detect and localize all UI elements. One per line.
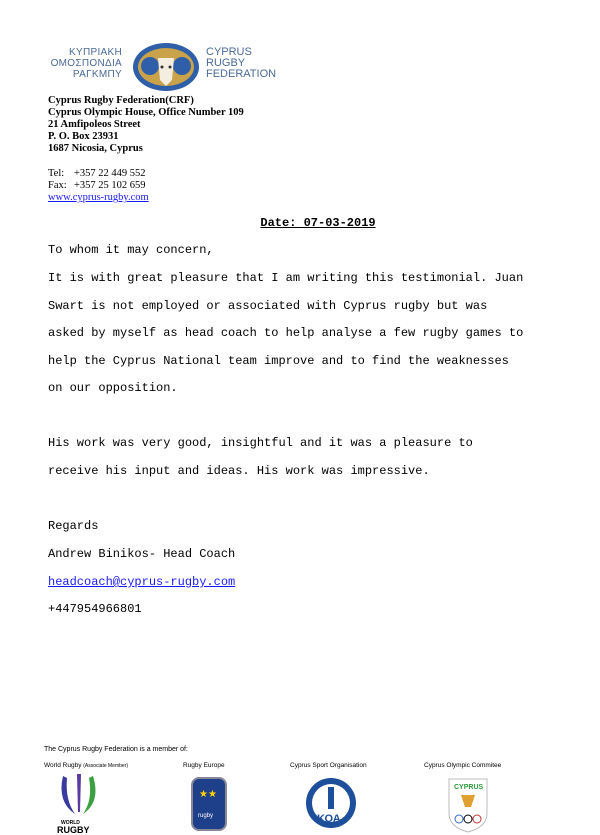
logo-english-text [206, 47, 276, 80]
logo-line: ΟΜΟΣΠΟΝΔΙΑ [50, 58, 122, 69]
org-cyprus-sport: Cyprus Sport Organisation [290, 762, 367, 769]
member-text: The Cyprus Rugby Federation is a member of: [44, 746, 188, 753]
text-line: help the Cyprus National team improve and to find the weaknesses [48, 353, 509, 368]
email-link[interactable]: headcoach@cyprus-rugby.com [48, 575, 236, 589]
logo-line: FEDERATION [206, 68, 277, 80]
text-line: on our opposition. [48, 381, 178, 396]
signature: Andrew Binikos- Head Coach [48, 547, 236, 561]
org-note: (Associate Member) [83, 763, 128, 769]
fax-value: +357 25 102 659 [74, 180, 146, 191]
salutation: To whom it may concern, [48, 243, 214, 257]
svg-text:ΚΟΑ: ΚΟΑ [317, 813, 341, 825]
address-line: 21 Amfipoleos Street [48, 119, 141, 130]
fax-label: Fax: [48, 180, 67, 191]
svg-text:RUGBY: RUGBY [57, 825, 90, 835]
text-line: His work was very good, insightful and it was a pleasure to [48, 436, 473, 450]
address-line: P. O. Box 23931 [48, 131, 119, 142]
logo-greek-text [48, 47, 122, 80]
org-world-rugby [44, 762, 128, 770]
website-link[interactable]: www.cyprus-rugby.com [48, 192, 149, 203]
text-line: receive his input and ideas. His work was impressive. [48, 464, 430, 478]
svg-text:★★: ★★ [199, 789, 217, 800]
logo-line: ΡΑΓΚΜΠΥ [72, 69, 122, 80]
logo-line: ΚΥΠΡΙΑΚΗ [69, 47, 122, 58]
logo-line: CYPRUS [206, 46, 252, 58]
text-line: Swart is not employed or associated with Cyprus rugby but was [48, 298, 488, 313]
address-block [48, 95, 244, 155]
address-line: Cyprus Olympic House, Office Number 109 [48, 107, 244, 118]
address-line: Cyprus Rugby Federation(CRF) [48, 95, 194, 106]
cyprus-sport-logo-icon [305, 777, 357, 829]
org-cyprus-olympic: Cyprus Olympic Commitee [424, 762, 502, 769]
tel-value: +357 22 449 552 [74, 168, 146, 179]
svg-text:CYPRUS: CYPRUS [454, 784, 484, 791]
tel-label: Tel: [48, 168, 65, 179]
closing: Regards [48, 519, 99, 533]
phone-number: +447954966801 [48, 602, 142, 616]
cyprus-olympic-logo-icon [447, 777, 489, 833]
svg-text:rugby: rugby [198, 813, 214, 819]
text-line: It is with great pleasure that I am writing this testimonial. Juan [48, 271, 524, 285]
text-line: asked by myself as head coach to help analyse a few rugby games to [48, 326, 524, 341]
address-line: 1687 Nicosia, Cyprus [48, 143, 143, 154]
svg-text:WORLD: WORLD [61, 820, 80, 826]
org-name: World Rugby [44, 762, 82, 769]
org-rugby-europe: Rugby Europe [183, 762, 225, 769]
logo-line: RUGBY [206, 57, 246, 69]
letter-date: Date: 07-03-2019 [260, 216, 376, 230]
contact-block [48, 168, 149, 204]
ram-logo-icon [132, 42, 200, 92]
world-rugby-logo-icon [55, 772, 105, 835]
paragraph-1 [48, 271, 523, 409]
rugby-europe-logo-icon [191, 777, 227, 831]
paragraph-2 [48, 436, 473, 492]
